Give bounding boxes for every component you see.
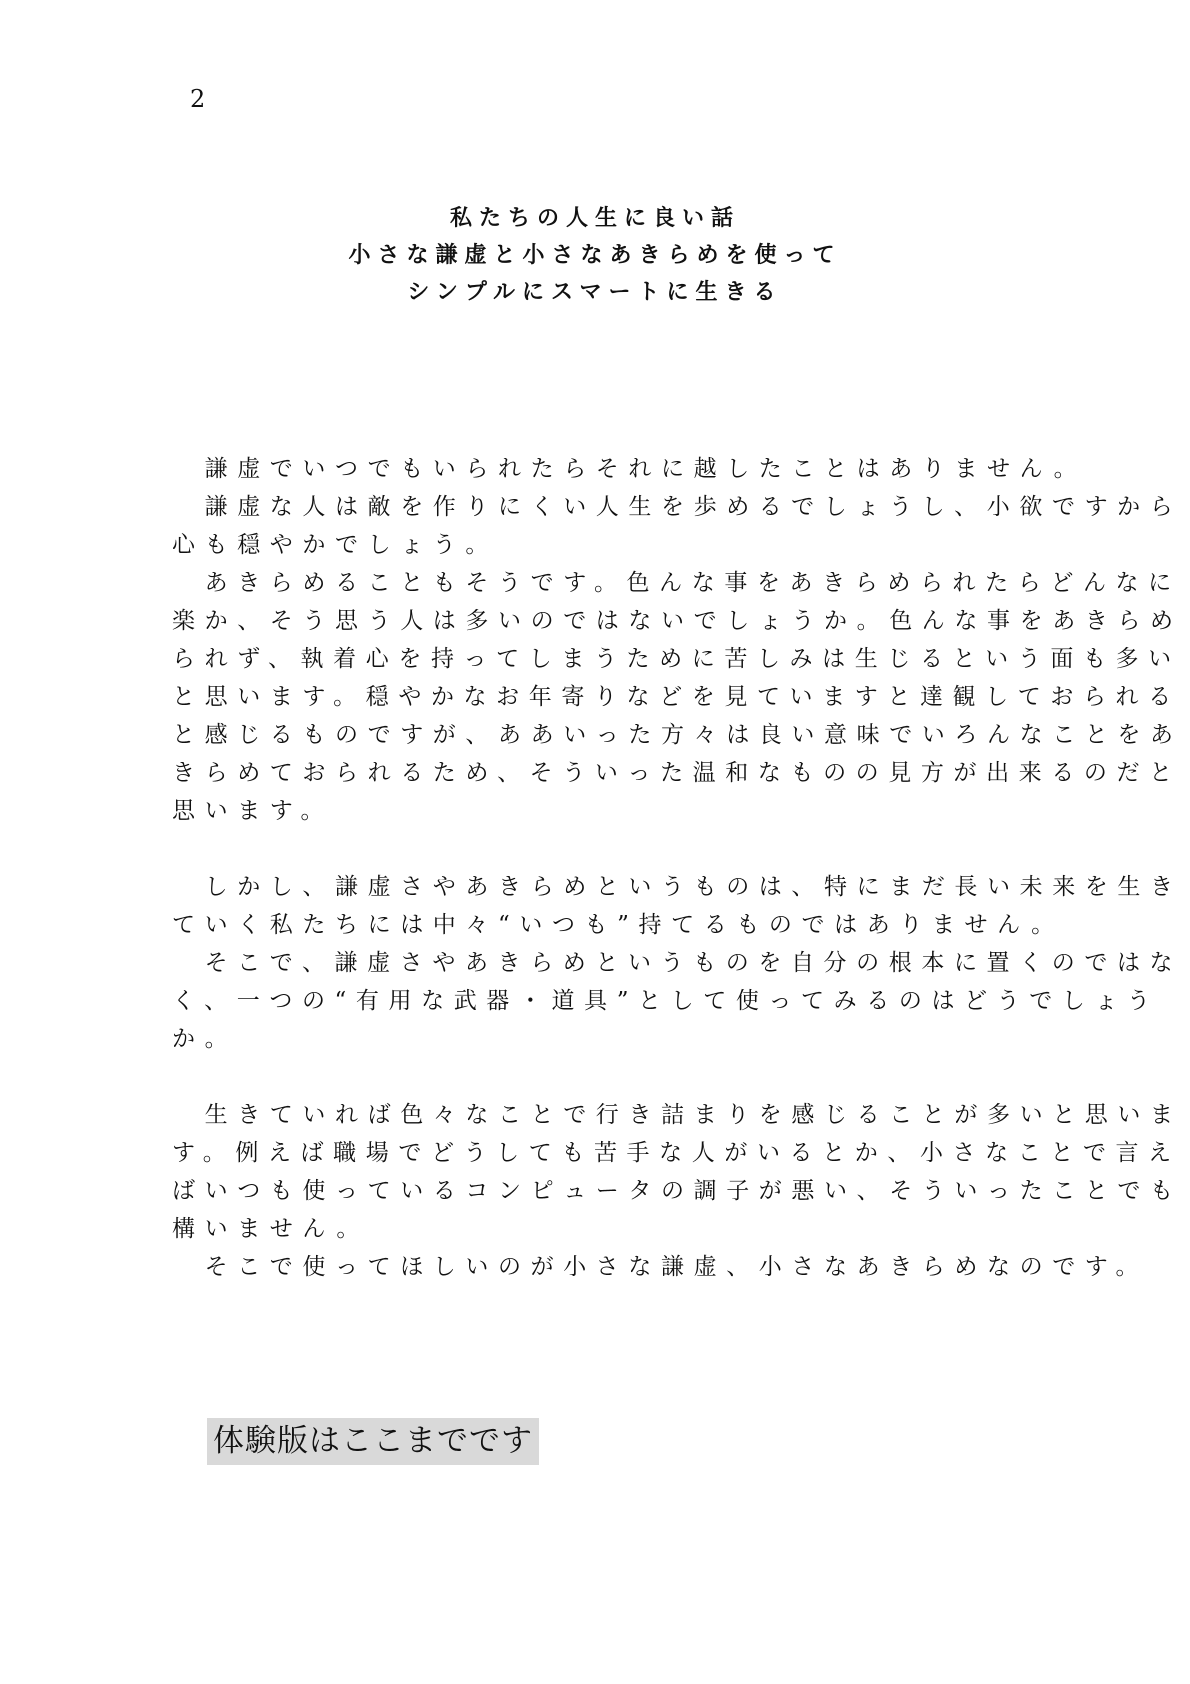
paragraph-line: そこで使ってほしいのが小さな謙虚、小さなあきらめなのです。 (172, 1254, 1149, 1280)
paragraph-line: と思います。穏やかなお年寄りなどを見ていますと達観しておられる (172, 684, 1181, 710)
paragraph-line: 謙虚な人は敵を作りにくい人生を歩めるでしょうし、小欲ですから (172, 494, 1183, 520)
blank-line (172, 1058, 1032, 1096)
paragraph-line: そこで、謙虚さやあきらめというものを自分の根本に置くのではな (172, 950, 1183, 976)
trial-version-notice: 体験版はここまでです (207, 1418, 539, 1465)
subtitle-line: 小さな謙虚と小さなあきらめを使って (348, 243, 842, 268)
paragraph-line: 謙虚でいつでもいられたらそれに越したことはありません。 (172, 456, 1087, 482)
paragraph-line: 生きていれば色々なことで行き詰まりを感じることが多いと思いま (172, 1102, 1183, 1128)
paragraph-line: と感じるものですが、ああいった方々は良い意味でいろんなことをあ (172, 722, 1183, 748)
paragraph-line: あきらめることもそうです。色んな事をあきらめられたらどんなに (172, 570, 1181, 596)
title-block (0, 200, 1190, 311)
paragraph-line: ばいつも使っているコンピュータの調子が悪い、そういったことでも (172, 1178, 1183, 1204)
paragraph-line: く、一つの“有用な武器・道具”として使ってみるのはどうでしょう (172, 988, 1160, 1014)
paragraph-line: きらめておられるため、そういった温和なものの見方が出来るのだと (172, 760, 1182, 786)
blank-line (172, 830, 1032, 868)
paragraph-line: られず、執着心を持ってしまうために苦しみは生じるという面も多い (172, 646, 1181, 672)
paragraph-line: 構いません。 (172, 1216, 369, 1242)
subtitle-line-2: シンプルにスマートに生きる (407, 280, 783, 305)
paragraph-line: 思います。 (172, 798, 334, 824)
paragraph-line: す。例えば職場でどうしても苦手な人がいるとか、小さなことで言え (172, 1140, 1181, 1166)
paragraph-line: 心も穏やかでしょう。 (172, 532, 498, 558)
paragraph-line: か。 (172, 1026, 238, 1052)
body-text (172, 450, 1183, 1286)
title-line: 私たちの人生に良い話 (449, 206, 740, 231)
page-number: 2 (190, 85, 206, 113)
paragraph-line: しかし、謙虚さやあきらめというものは、特にまだ長い未来を生き (172, 874, 1183, 900)
paragraph-line: 楽か、そう思う人は多いのではないでしょうか。色んな事をあきらめ (172, 608, 1183, 634)
paragraph-line: ていく私たちには中々“いつも”持てるものではありません。 (172, 912, 1064, 938)
